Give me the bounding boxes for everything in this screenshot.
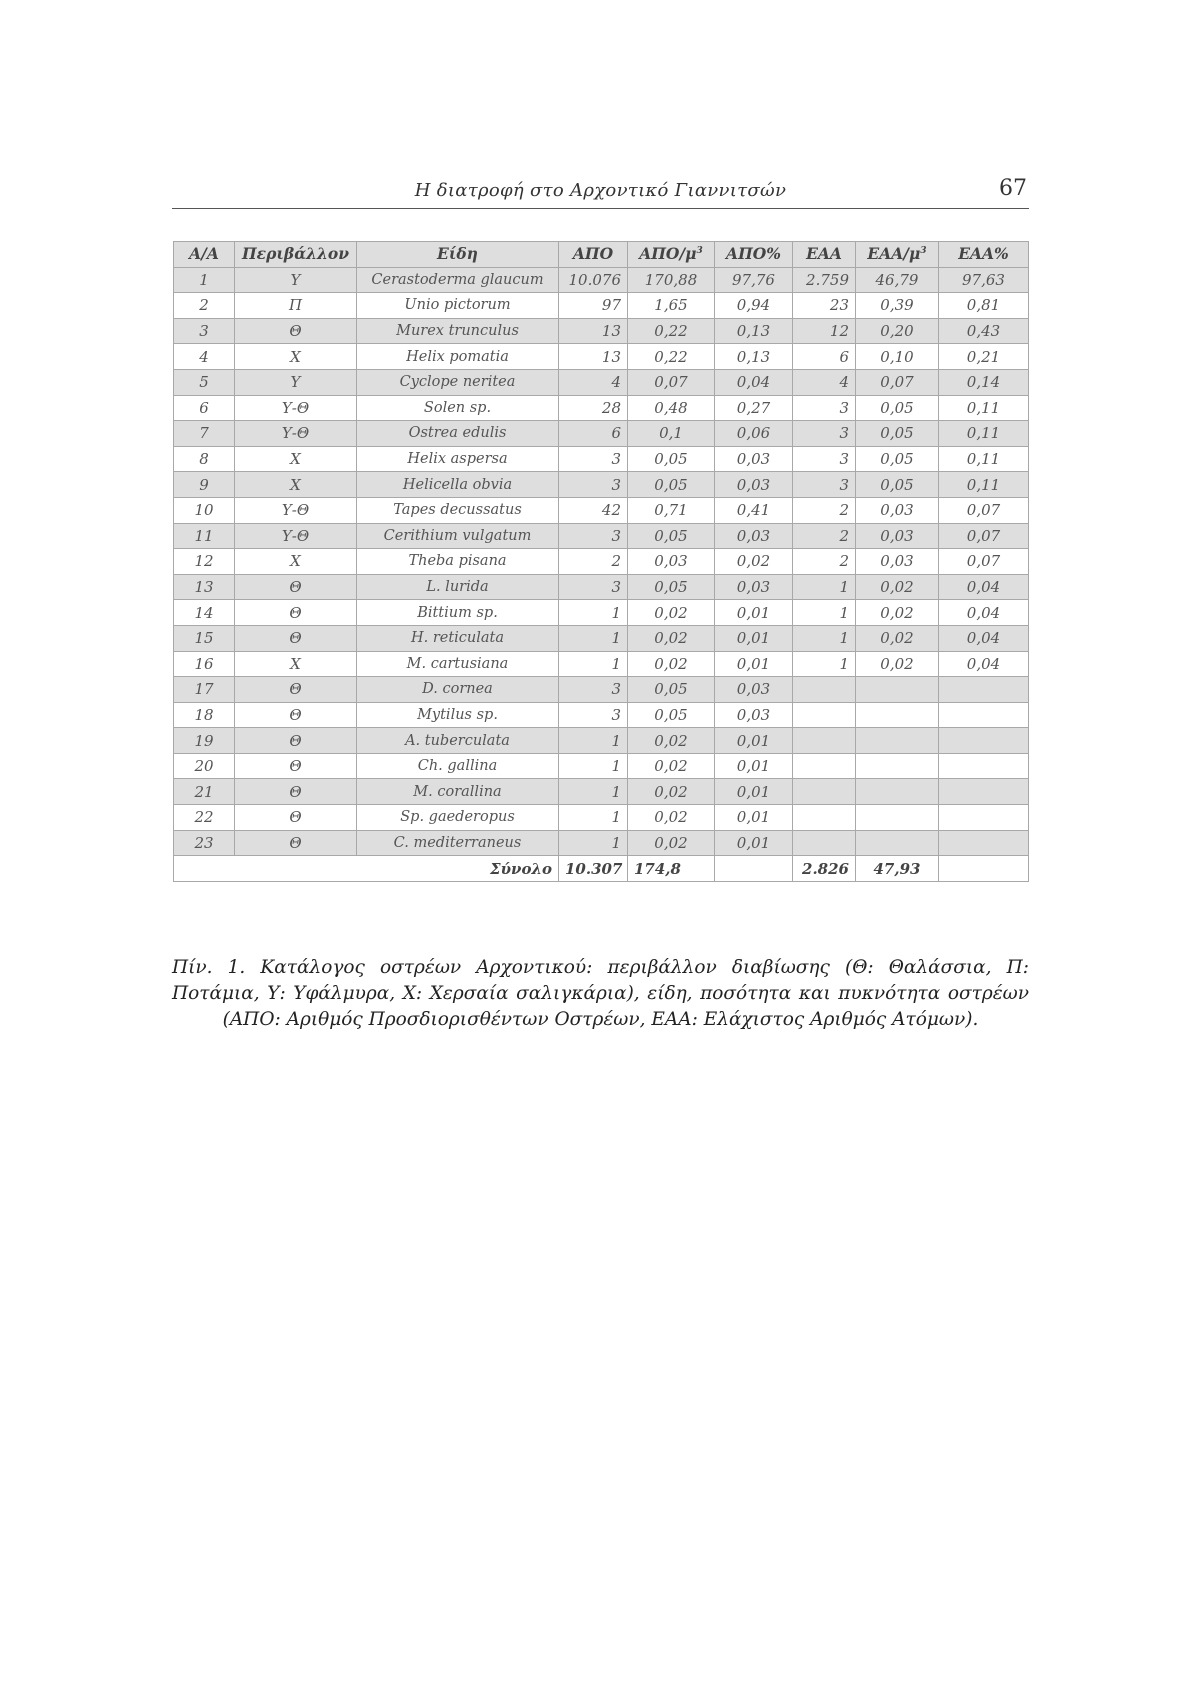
- cell-eaa-pct: [939, 753, 1029, 779]
- cell-species: Helicella obvia: [357, 472, 559, 498]
- total-apo: 10.307: [559, 856, 628, 882]
- cell-apo-per-m3: 0,48: [628, 395, 715, 421]
- cell-aa: 17: [174, 677, 235, 703]
- total-row: [174, 856, 1029, 882]
- cell-environment: Χ: [235, 472, 357, 498]
- table-row: [174, 318, 1029, 344]
- cell-apo: 1: [559, 728, 628, 754]
- cell-eaa: 3: [793, 446, 856, 472]
- cell-apo: 1: [559, 753, 628, 779]
- table-row: [174, 702, 1029, 728]
- cell-eaa-per-m3: [856, 702, 939, 728]
- cell-eaa-pct: [939, 805, 1029, 831]
- cell-eaa-pct: 0,11: [939, 472, 1029, 498]
- cell-apo: 1: [559, 600, 628, 626]
- cell-environment: Χ: [235, 549, 357, 575]
- cell-apo-per-m3: 0,05: [628, 574, 715, 600]
- cell-apo: 13: [559, 344, 628, 370]
- cell-aa: 4: [174, 344, 235, 370]
- column-header-eaa-pct: ΕΑΑ%: [939, 242, 1029, 268]
- cell-aa: 9: [174, 472, 235, 498]
- cell-aa: 23: [174, 830, 235, 856]
- cell-aa: 3: [174, 318, 235, 344]
- shells-table: [173, 241, 1029, 882]
- cell-environment: Θ: [235, 702, 357, 728]
- cell-eaa-per-m3: [856, 677, 939, 703]
- cell-species: D. cornea: [357, 677, 559, 703]
- cell-environment: Χ: [235, 344, 357, 370]
- cell-species: Unio pictorum: [357, 293, 559, 319]
- cell-environment: Χ: [235, 446, 357, 472]
- cell-species: Cerastoderma glaucum: [357, 267, 559, 293]
- cell-species: C. mediterraneus: [357, 830, 559, 856]
- table-row: [174, 267, 1029, 293]
- cell-eaa: 2: [793, 549, 856, 575]
- cell-eaa-pct: 0,07: [939, 549, 1029, 575]
- column-header-species: Είδη: [357, 242, 559, 268]
- cell-species: Solen sp.: [357, 395, 559, 421]
- cell-apo-per-m3: 0,02: [628, 625, 715, 651]
- cell-eaa: [793, 702, 856, 728]
- cell-eaa: [793, 753, 856, 779]
- cell-apo: 3: [559, 702, 628, 728]
- cell-apo-per-m3: 0,02: [628, 651, 715, 677]
- cell-apo-per-m3: 0,05: [628, 702, 715, 728]
- cell-species: Cyclope neritea: [357, 369, 559, 395]
- cell-environment: Θ: [235, 728, 357, 754]
- total-apo-per-m3: 174,8: [628, 856, 715, 882]
- table-row: [174, 753, 1029, 779]
- cell-eaa: [793, 805, 856, 831]
- cell-aa: 13: [174, 574, 235, 600]
- cell-eaa: 2: [793, 497, 856, 523]
- table-row: [174, 625, 1029, 651]
- cell-eaa: 6: [793, 344, 856, 370]
- cell-eaa-pct: [939, 702, 1029, 728]
- running-title: Η διατροφή στο Αρχοντικό Γιαννιτσών: [414, 180, 787, 201]
- cell-eaa: 1: [793, 600, 856, 626]
- table-row: [174, 574, 1029, 600]
- cell-environment: Χ: [235, 651, 357, 677]
- cell-eaa-per-m3: [856, 805, 939, 831]
- cell-eaa-per-m3: 0,05: [856, 421, 939, 447]
- column-header-eaa-per-m3: ΕΑΑ/$\mu^3$: [856, 242, 939, 268]
- cell-environment: Υ-Θ: [235, 497, 357, 523]
- cell-species: M. cartusiana: [357, 651, 559, 677]
- table-row: [174, 446, 1029, 472]
- cell-apo-pct: 0,13: [715, 318, 793, 344]
- column-header-apo: ΑΠΟ: [559, 242, 628, 268]
- cell-eaa-per-m3: 0,02: [856, 651, 939, 677]
- cell-species: Tapes decussatus: [357, 497, 559, 523]
- cell-apo-per-m3: 0,07: [628, 369, 715, 395]
- column-header-aa: Α/Α: [174, 242, 235, 268]
- cell-species: Sp. gaederopus: [357, 805, 559, 831]
- cell-environment: Θ: [235, 779, 357, 805]
- cell-eaa-per-m3: [856, 779, 939, 805]
- cell-aa: 16: [174, 651, 235, 677]
- cell-species: Cerithium vulgatum: [357, 523, 559, 549]
- cell-environment: Π: [235, 293, 357, 319]
- cell-aa: 10: [174, 497, 235, 523]
- cell-eaa-pct: 0,04: [939, 600, 1029, 626]
- cell-eaa-pct: 0,11: [939, 421, 1029, 447]
- cell-apo-pct: 0,01: [715, 805, 793, 831]
- cell-apo-pct: 0,01: [715, 625, 793, 651]
- cell-apo-per-m3: 0,22: [628, 344, 715, 370]
- cell-apo: 3: [559, 523, 628, 549]
- cell-eaa-pct: [939, 779, 1029, 805]
- cell-eaa: 23: [793, 293, 856, 319]
- table-row: [174, 472, 1029, 498]
- cell-apo-pct: 0,01: [715, 600, 793, 626]
- cell-aa: 6: [174, 395, 235, 421]
- cell-environment: Θ: [235, 805, 357, 831]
- cell-eaa-per-m3: [856, 830, 939, 856]
- cell-apo-per-m3: 0,02: [628, 830, 715, 856]
- cell-apo-per-m3: 1,65: [628, 293, 715, 319]
- table-row: [174, 421, 1029, 447]
- page-number: 67: [999, 176, 1027, 201]
- cell-eaa-per-m3: 46,79: [856, 267, 939, 293]
- cell-apo-pct: 0,01: [715, 779, 793, 805]
- cell-aa: 5: [174, 369, 235, 395]
- cell-eaa-pct: 0,14: [939, 369, 1029, 395]
- table-row: [174, 805, 1029, 831]
- cell-apo-per-m3: 0,02: [628, 753, 715, 779]
- cell-eaa-per-m3: 0,03: [856, 497, 939, 523]
- cell-apo-pct: 0,03: [715, 472, 793, 498]
- cell-apo-pct: 0,03: [715, 677, 793, 703]
- cell-species: Theba pisana: [357, 549, 559, 575]
- cell-environment: Θ: [235, 753, 357, 779]
- cell-apo: 1: [559, 830, 628, 856]
- cell-apo-pct: 0,03: [715, 523, 793, 549]
- cell-aa: 1: [174, 267, 235, 293]
- cell-eaa-pct: 0,21: [939, 344, 1029, 370]
- cell-apo-pct: 0,41: [715, 497, 793, 523]
- cell-eaa-per-m3: 0,10: [856, 344, 939, 370]
- cell-apo-pct: 0,06: [715, 421, 793, 447]
- cell-apo: 3: [559, 472, 628, 498]
- cell-eaa: [793, 830, 856, 856]
- cell-species: Ostrea edulis: [357, 421, 559, 447]
- cell-eaa-pct: 0,07: [939, 497, 1029, 523]
- cell-apo: 6: [559, 421, 628, 447]
- column-header-environment: Περιβάλλον: [235, 242, 357, 268]
- cell-environment: Θ: [235, 318, 357, 344]
- cell-eaa-pct: 0,04: [939, 574, 1029, 600]
- cell-eaa: [793, 779, 856, 805]
- cell-eaa: 2: [793, 523, 856, 549]
- cell-apo-per-m3: 0,05: [628, 446, 715, 472]
- cell-environment: Υ-Θ: [235, 395, 357, 421]
- cell-species: M. corallina: [357, 779, 559, 805]
- total-eaa-pct: [939, 856, 1029, 882]
- cell-apo: 2: [559, 549, 628, 575]
- cell-apo: 4: [559, 369, 628, 395]
- cell-apo-pct: 97,76: [715, 267, 793, 293]
- cell-eaa-pct: 0,11: [939, 395, 1029, 421]
- total-apo-pct: [715, 856, 793, 882]
- cell-species: Bittium sp.: [357, 600, 559, 626]
- cell-aa: 7: [174, 421, 235, 447]
- cell-apo: 28: [559, 395, 628, 421]
- cell-aa: 18: [174, 702, 235, 728]
- table-row: [174, 830, 1029, 856]
- cell-aa: 21: [174, 779, 235, 805]
- cell-species: A. tuberculata: [357, 728, 559, 754]
- cell-eaa-pct: 0,04: [939, 651, 1029, 677]
- cell-apo: 42: [559, 497, 628, 523]
- cell-apo-per-m3: 0,71: [628, 497, 715, 523]
- total-eaa-per-m3: 47,93: [856, 856, 939, 882]
- table-row: [174, 344, 1029, 370]
- cell-apo-pct: 0,01: [715, 753, 793, 779]
- cell-species: L. lurida: [357, 574, 559, 600]
- cell-eaa: 4: [793, 369, 856, 395]
- cell-aa: 11: [174, 523, 235, 549]
- cell-apo-pct: 0,13: [715, 344, 793, 370]
- cell-aa: 19: [174, 728, 235, 754]
- cell-apo: 3: [559, 574, 628, 600]
- cell-eaa-per-m3: 0,03: [856, 523, 939, 549]
- cell-eaa: 2.759: [793, 267, 856, 293]
- cell-apo-pct: 0,03: [715, 574, 793, 600]
- cell-apo: 1: [559, 779, 628, 805]
- column-header-eaa: ΕΑΑ: [793, 242, 856, 268]
- cell-eaa: [793, 728, 856, 754]
- table-row: [174, 369, 1029, 395]
- cell-species: Helix pomatia: [357, 344, 559, 370]
- cell-aa: 2: [174, 293, 235, 319]
- cell-environment: Υ-Θ: [235, 523, 357, 549]
- cell-environment: Θ: [235, 677, 357, 703]
- cell-apo: 3: [559, 677, 628, 703]
- cell-species: Mytilus sp.: [357, 702, 559, 728]
- cell-apo: 3: [559, 446, 628, 472]
- cell-apo-per-m3: 0,1: [628, 421, 715, 447]
- total-eaa: 2.826: [793, 856, 856, 882]
- cell-species: Murex trunculus: [357, 318, 559, 344]
- cell-eaa-per-m3: [856, 728, 939, 754]
- cell-species: Ch. gallina: [357, 753, 559, 779]
- cell-apo-per-m3: 170,88: [628, 267, 715, 293]
- table-row: [174, 677, 1029, 703]
- cell-eaa: 1: [793, 625, 856, 651]
- table-row: [174, 293, 1029, 319]
- cell-apo: 10.076: [559, 267, 628, 293]
- table-row: [174, 728, 1029, 754]
- table-row: [174, 549, 1029, 575]
- cell-apo-pct: 0,01: [715, 728, 793, 754]
- cell-environment: Θ: [235, 600, 357, 626]
- cell-species: H. reticulata: [357, 625, 559, 651]
- cell-eaa: 12: [793, 318, 856, 344]
- table-caption: Πίν. 1. Κατάλογος οστρέων Αρχοντικού: περιβάλλον διαβίωσης (Θ: Θαλάσσια, Π: Ποτάμια, Υ: Υφάλμυρα, Χ: Χερσαία σαλιγκάρια), είδη, ποσότητα και πυκνότητα οστρέων (ΑΠΟ: Αριθμός Προσδιορισθέντων Οστρέων, ΕΑΑ: Ελάχιστος Αριθμός Ατόμων).: [172, 957, 1029, 1030]
- cell-eaa-per-m3: 0,03: [856, 549, 939, 575]
- cell-apo-pct: 0,94: [715, 293, 793, 319]
- superscript-3: 3: [696, 246, 703, 257]
- cell-apo-per-m3: 0,22: [628, 318, 715, 344]
- cell-aa: 20: [174, 753, 235, 779]
- cell-environment: Υ-Θ: [235, 421, 357, 447]
- cell-eaa-per-m3: 0,05: [856, 472, 939, 498]
- cell-eaa-per-m3: 0,07: [856, 369, 939, 395]
- cell-eaa: 3: [793, 421, 856, 447]
- cell-apo-pct: 0,03: [715, 446, 793, 472]
- table-row: [174, 651, 1029, 677]
- cell-apo-per-m3: 0,05: [628, 472, 715, 498]
- cell-eaa-per-m3: 0,02: [856, 574, 939, 600]
- cell-aa: 14: [174, 600, 235, 626]
- cell-apo: 1: [559, 651, 628, 677]
- cell-aa: 15: [174, 625, 235, 651]
- table-row: [174, 779, 1029, 805]
- cell-aa: 8: [174, 446, 235, 472]
- column-header-apo-pct: ΑΠΟ%: [715, 242, 793, 268]
- cell-environment: Θ: [235, 625, 357, 651]
- cell-apo-pct: 0,27: [715, 395, 793, 421]
- cell-aa: 22: [174, 805, 235, 831]
- table-row: [174, 600, 1029, 626]
- cell-eaa-per-m3: 0,02: [856, 625, 939, 651]
- cell-apo-per-m3: 0,05: [628, 523, 715, 549]
- cell-eaa-pct: 0,81: [939, 293, 1029, 319]
- running-header: [172, 176, 1029, 209]
- cell-apo: 1: [559, 805, 628, 831]
- cell-eaa: [793, 677, 856, 703]
- cell-eaa: 1: [793, 651, 856, 677]
- cell-eaa-per-m3: 0,20: [856, 318, 939, 344]
- cell-apo-pct: 0,01: [715, 830, 793, 856]
- column-header-apo-per-m3: ΑΠΟ/$\mu^3$: [628, 242, 715, 268]
- cell-eaa-per-m3: 0,05: [856, 446, 939, 472]
- cell-eaa-pct: 0,43: [939, 318, 1029, 344]
- table-row: [174, 395, 1029, 421]
- cell-eaa: 3: [793, 395, 856, 421]
- cell-apo-per-m3: 0,02: [628, 600, 715, 626]
- cell-aa: 12: [174, 549, 235, 575]
- cell-eaa: 1: [793, 574, 856, 600]
- cell-apo: 97: [559, 293, 628, 319]
- cell-eaa-pct: 0,11: [939, 446, 1029, 472]
- table-body: [174, 267, 1029, 856]
- cell-eaa-pct: [939, 830, 1029, 856]
- table-row: [174, 497, 1029, 523]
- cell-environment: Υ: [235, 267, 357, 293]
- cell-apo: 13: [559, 318, 628, 344]
- cell-apo-per-m3: 0,02: [628, 805, 715, 831]
- total-label: Σύνολο: [174, 856, 559, 882]
- cell-apo-pct: 0,02: [715, 549, 793, 575]
- cell-apo-pct: 0,01: [715, 651, 793, 677]
- cell-apo-pct: 0,04: [715, 369, 793, 395]
- cell-apo-per-m3: 0,02: [628, 779, 715, 805]
- table-row: [174, 523, 1029, 549]
- table-header-row: [174, 242, 1029, 268]
- cell-eaa-pct: 97,63: [939, 267, 1029, 293]
- cell-apo-per-m3: 0,02: [628, 728, 715, 754]
- cell-apo: 1: [559, 625, 628, 651]
- superscript-3: 3: [920, 246, 927, 257]
- cell-eaa-pct: 0,04: [939, 625, 1029, 651]
- cell-eaa-pct: [939, 728, 1029, 754]
- cell-eaa-pct: 0,07: [939, 523, 1029, 549]
- cell-eaa-per-m3: 0,02: [856, 600, 939, 626]
- cell-environment: Θ: [235, 830, 357, 856]
- cell-species: Helix aspersa: [357, 446, 559, 472]
- cell-apo-per-m3: 0,03: [628, 549, 715, 575]
- cell-environment: Θ: [235, 574, 357, 600]
- cell-eaa-per-m3: 0,39: [856, 293, 939, 319]
- cell-eaa-per-m3: 0,05: [856, 395, 939, 421]
- cell-eaa-per-m3: [856, 753, 939, 779]
- cell-eaa-pct: [939, 677, 1029, 703]
- cell-environment: Υ: [235, 369, 357, 395]
- cell-eaa: 3: [793, 472, 856, 498]
- cell-apo-per-m3: 0,05: [628, 677, 715, 703]
- cell-apo-pct: 0,03: [715, 702, 793, 728]
